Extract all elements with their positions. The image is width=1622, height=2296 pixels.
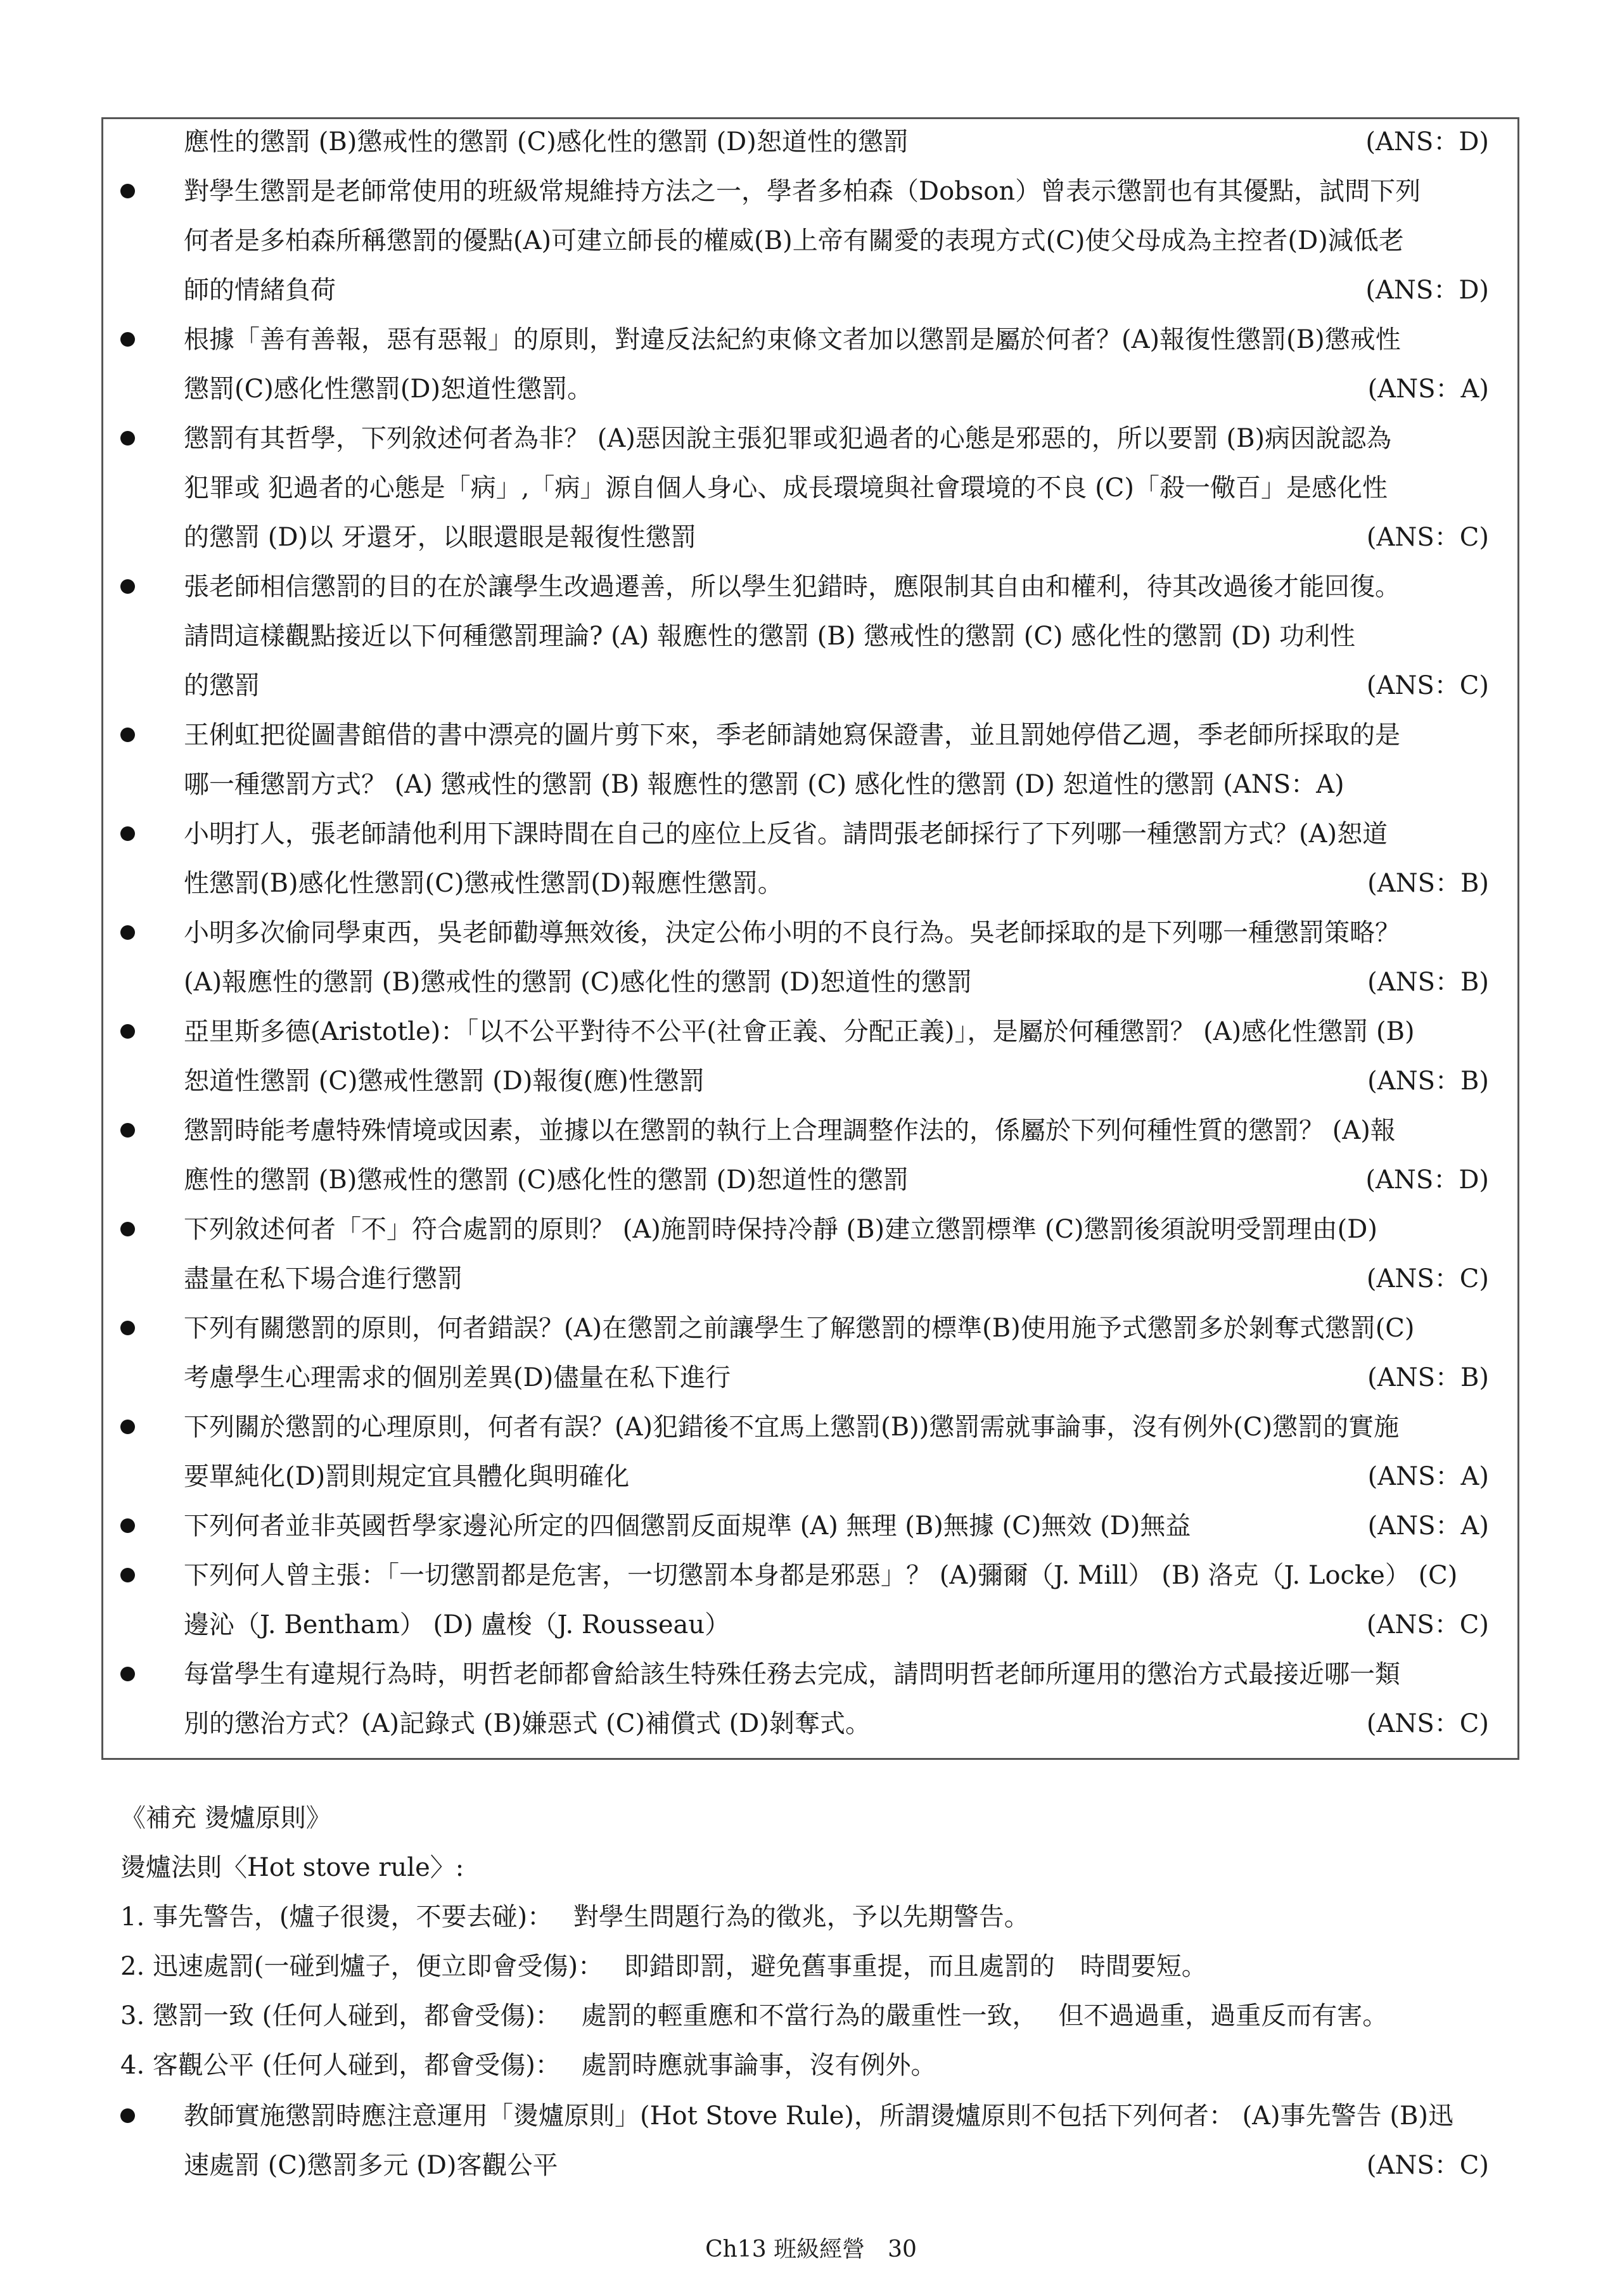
bullet-icon bbox=[120, 431, 135, 446]
answer-label: (ANS：D) bbox=[1365, 1165, 1489, 1195]
question-text: 對學生懲罰是老師常使用的班級常規維持方法之一，學者多柏森（Dobson）曾表示懲罰也有其優點，試問下列 bbox=[184, 177, 1421, 206]
question-line bbox=[184, 1501, 1489, 1551]
question-text: 恕道性懲罰 (C)懲戒性懲罰 (D)報復(應)性懲罰 bbox=[184, 1067, 705, 1096]
question-line bbox=[184, 463, 1489, 513]
rule-item: 3. 懲罰一致 (任何人碰到，都會受傷)： 處罰的輕重應和不當行為的嚴重性一致， 但不過過重，過重反而有害。 bbox=[120, 2001, 1388, 2030]
question-text: 懲罰有其哲學，下列敘述何者為非？ (A)惡因說主張犯罪或犯過者的心態是邪惡的，所以要罰 (B)病因說認為 bbox=[184, 424, 1392, 453]
question-text: 師的情緒負荷 bbox=[184, 276, 336, 305]
question-line bbox=[184, 1600, 1489, 1650]
bullet-icon bbox=[120, 2108, 135, 2123]
question-line bbox=[184, 1353, 1489, 1402]
question-text: 亞里斯多德(Aristotle)：「以不公平對待不公平(社會正義、分配正義)」，是屬於何種懲罰？ (A)感化性懲罰 (B) bbox=[184, 1017, 1415, 1046]
question-line bbox=[184, 167, 1489, 216]
bullet-icon bbox=[120, 1024, 135, 1039]
question-line bbox=[184, 1551, 1489, 1600]
question-line bbox=[184, 414, 1489, 463]
answer-label: (ANS：C) bbox=[1366, 1610, 1489, 1639]
question-text: 哪一種懲罰方式？ (A) 懲戒性的懲罰 (B) 報應性的懲罰 (C) 感化性的懲罰 (D) 恕道性的懲罰 (ANS：A) bbox=[184, 770, 1344, 799]
question-line bbox=[184, 266, 1489, 315]
question-text: 小明打人，張老師請他利用下課時間在自己的座位上反省。請問張老師採行了下列哪一種懲罰方式？(A)恕道 bbox=[184, 819, 1388, 849]
question-line bbox=[184, 1452, 1489, 1501]
answer-label: (ANS：C) bbox=[1366, 523, 1489, 552]
answer-label: (ANS：B) bbox=[1367, 869, 1489, 898]
question-line bbox=[184, 1205, 1489, 1254]
rule-item: 4. 客觀公平 (任何人碰到，都會受傷)： 處罰時應就事論事，沒有例外。 bbox=[120, 2051, 936, 2080]
question-text: 下列何者並非英國哲學家邊沁所定的四個懲罰反面規準 (A) 無理 (B)無據 (C)無效 (D)無益 bbox=[184, 1511, 1191, 1541]
bullet-icon bbox=[120, 1222, 135, 1236]
question-line bbox=[184, 1254, 1489, 1304]
question-line bbox=[184, 1650, 1489, 1699]
question-line bbox=[184, 1699, 1489, 1748]
answer-label: (ANS：D) bbox=[1365, 127, 1489, 157]
question-text: 懲罰(C)感化性懲罰(D)恕道性懲罰。 bbox=[184, 375, 593, 404]
question-line bbox=[184, 809, 1489, 859]
question-line bbox=[184, 315, 1489, 364]
question-line bbox=[184, 1402, 1489, 1452]
bullet-icon bbox=[120, 1420, 135, 1434]
question-line bbox=[184, 513, 1489, 562]
bullet-icon bbox=[120, 925, 135, 940]
question-text: (A)報應性的懲罰 (B)懲戒性的懲罰 (C)感化性的懲罰 (D)恕道性的懲罰 bbox=[184, 968, 972, 997]
question-text: 下列敘述何者「不」符合處罰的原則？ (A)施罰時保持冷靜 (B)建立懲罰標準 (C)懲罰後須說明受罰理由(D) bbox=[184, 1215, 1377, 1244]
question-line bbox=[184, 562, 1489, 612]
answer-label: (ANS：C) bbox=[1366, 1264, 1489, 1293]
supplement-subheading: 燙爐法則〈Hot stove rule〉: bbox=[120, 1853, 464, 1882]
question-text: 下列有關懲罰的原則，何者錯誤？(A)在懲罰之前讓學生了解懲罰的標準(B)使用施予式懲罰多於剝奪式懲罰(C) bbox=[184, 1314, 1415, 1343]
question-text: 應性的懲罰 (B)懲戒性的懲罰 (C)感化性的懲罰 (D)恕道性的懲罰 bbox=[184, 1165, 909, 1195]
question-text: 何者是多柏森所稱懲罰的優點(A)可建立師長的權威(B)上帝有關愛的表現方式(C)使父母成為主控者(D)減低老 bbox=[184, 226, 1404, 255]
bullet-icon bbox=[120, 579, 135, 594]
question-text: 張老師相信懲罰的目的在於讓學生改過遷善，所以學生犯錯時，應限制其自由和權利，待其改過後才能回復。 bbox=[184, 572, 1400, 601]
answer-label: (ANS：B) bbox=[1367, 1067, 1489, 1096]
question-line bbox=[184, 2091, 1489, 2141]
question-text: 下列關於懲罰的心理原則，何者有誤？(A)犯錯後不宜馬上懲罰(B))懲罰需就事論事，沒有例外(C)懲罰的實施 bbox=[184, 1413, 1400, 1442]
bullet-icon bbox=[120, 826, 135, 841]
bullet-icon bbox=[120, 1667, 135, 1681]
question-line bbox=[184, 1155, 1489, 1205]
question-text: 邊沁（J. Bentham） (D) 盧梭（J. Rousseau） bbox=[184, 1610, 731, 1639]
answer-label: (ANS：A) bbox=[1367, 375, 1489, 404]
question-text: 性懲罰(B)感化性懲罰(C)懲戒性懲罰(D)報應性懲罰。 bbox=[184, 869, 783, 898]
question-line bbox=[184, 612, 1489, 661]
answer-label: (ANS：C) bbox=[1366, 1709, 1489, 1738]
question-line bbox=[184, 1007, 1489, 1056]
rule-item: 2. 迅速處罰(一碰到爐子，便立即會受傷)： 即錯即罰，避免舊事重提，而且處罰的 時間要短。 bbox=[120, 1952, 1207, 1981]
question-text: 教師實施懲罰時應注意運用「燙爐原則」(Hot Stove Rule)，所謂燙爐原則不包括下列何者： (A)事先警告 (B)迅 bbox=[184, 2101, 1453, 2131]
question-line bbox=[184, 364, 1489, 414]
question-line bbox=[184, 1304, 1489, 1353]
bullet-icon bbox=[120, 1568, 135, 1582]
question-text: 懲罰時能考慮特殊情境或因素，並據以在懲罰的執行上合理調整作法的，係屬於下列何種性質的懲罰？ (A)報 bbox=[184, 1116, 1396, 1145]
question-line bbox=[184, 958, 1489, 1007]
answer-label: (ANS：B) bbox=[1367, 1363, 1489, 1392]
rule-item: 1. 事先警告，(爐子很燙，不要去碰)： 對學生問題行為的徵兆，予以先期警告。 bbox=[120, 1902, 1030, 1932]
question-text: 考慮學生心理需求的個別差異(D)儘量在私下進行 bbox=[184, 1363, 731, 1392]
answer-label: (ANS：A) bbox=[1367, 1511, 1489, 1541]
page-footer: Ch13 班級經營 30 bbox=[705, 2236, 917, 2262]
question-text: 的懲罰 (D)以 牙還牙，以眼還眼是報復性懲罰 bbox=[184, 523, 696, 552]
question-text: 請問這樣觀點接近以下何種懲罰理論? (A) 報應性的懲罰 (B) 懲戒性的懲罰 (C) 感化性的懲罰 (D) 功利性 bbox=[184, 622, 1355, 651]
question-text: 小明多次偷同學東西，吳老師勸導無效後，決定公佈小明的不良行為。吳老師採取的是下列哪一種懲罰策略？ bbox=[184, 918, 1400, 947]
question-text: 犯罪或 犯過者的心態是「病」,「病」源自個人身心、成長環境與社會環境的不良 (C)「殺一儆百」是感化性 bbox=[184, 473, 1388, 503]
bullet-icon bbox=[120, 1518, 135, 1533]
question-line bbox=[184, 859, 1489, 908]
answer-label: (ANS：D) bbox=[1365, 276, 1489, 305]
question-line bbox=[184, 216, 1489, 266]
bullet-icon bbox=[120, 184, 135, 198]
question-line bbox=[184, 117, 1489, 167]
question-text: 別的懲治方式？(A)記錄式 (B)嫌惡式 (C)補償式 (D)剝奪式。 bbox=[184, 1709, 871, 1738]
answer-label: (ANS：B) bbox=[1367, 968, 1489, 997]
bullet-icon bbox=[120, 332, 135, 347]
answer-label: (ANS：A) bbox=[1367, 1462, 1489, 1491]
question-text: 根據「善有善報，惡有惡報」的原則，對違反法紀約束條文者加以懲罰是屬於何者？(A)報復性懲罰(B)懲戒性 bbox=[184, 325, 1401, 354]
question-text: 下列何人曾主張：「一切懲罰都是危害，一切懲罰本身都是邪惡」？ (A)彌爾（J. Mill） (B) 洛克（J. Locke） (C) bbox=[184, 1561, 1458, 1590]
answer-label: (ANS：C) bbox=[1366, 671, 1489, 700]
question-text: 的懲罰 bbox=[184, 671, 260, 700]
question-line bbox=[184, 2141, 1489, 2190]
supplement-heading: 《補充 燙爐原則》 bbox=[120, 1804, 331, 1833]
question-line bbox=[184, 908, 1489, 958]
answer-label: (ANS：C) bbox=[1366, 2151, 1489, 2180]
question-text: 要單純化(D)罰則規定宜具體化與明確化 bbox=[184, 1462, 630, 1491]
question-line bbox=[184, 760, 1489, 809]
question-line bbox=[184, 1106, 1489, 1155]
bullet-icon bbox=[120, 728, 135, 742]
question-line bbox=[184, 1056, 1489, 1106]
question-text: 速處罰 (C)懲罰多元 (D)客觀公平 bbox=[184, 2151, 558, 2180]
question-text: 王俐虹把從圖書館借的書中漂亮的圖片剪下來，季老師請她寫保證書，並且罰她停借乙週，季老師所採取的是 bbox=[184, 721, 1400, 750]
bullet-icon bbox=[120, 1321, 135, 1335]
question-text: 應性的懲罰 (B)懲戒性的懲罰 (C)感化性的懲罰 (D)恕道性的懲罰 bbox=[184, 127, 909, 157]
question-line bbox=[184, 661, 1489, 710]
question-text: 每當學生有違規行為時，明哲老師都會給該生特殊任務去完成，請問明哲老師所運用的懲治方式最接近哪一類 bbox=[184, 1660, 1400, 1689]
bullet-icon bbox=[120, 1123, 135, 1138]
question-line bbox=[184, 710, 1489, 760]
question-text: 盡量在私下場合進行懲罰 bbox=[184, 1264, 463, 1293]
